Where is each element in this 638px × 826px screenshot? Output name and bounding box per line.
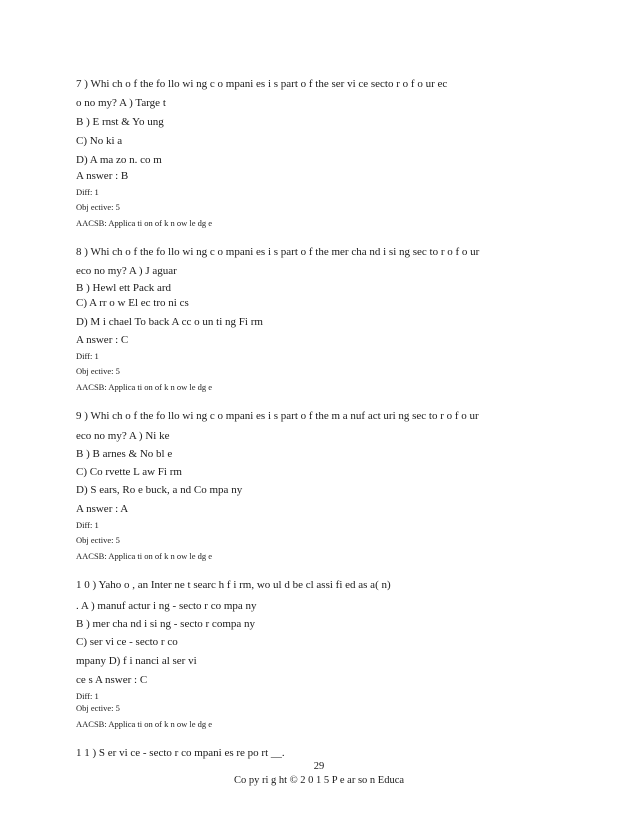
copyright-footer: Co py ri g ht © 2 0 1 5 P e ar so n Educa: [233, 775, 405, 786]
question-9-line-1: 9 ) Whi ch o f the fo llo wi ng c o mpani es i s part o f the m a nuf act uri ng sec to r o f o ur: [76, 410, 479, 422]
question-9-objective: Obj ective: 5: [76, 535, 120, 545]
question-10-aacsb: AACSB: Applica ti on of k n ow le dg e: [76, 719, 212, 729]
question-7-option-d: D) A ma zo n. co m: [76, 154, 162, 166]
question-8-option-c: C) A rr o w El ec tro ni cs: [76, 297, 189, 309]
question-8-diff: Diff: 1: [76, 351, 99, 361]
question-9-diff: Diff: 1: [76, 520, 99, 530]
question-10-answer: ce s A nswer : C: [76, 674, 148, 686]
question-7-answer: A nswer : B: [76, 170, 129, 182]
page-number: 29: [313, 761, 325, 772]
question-10-option-d: mpany D) f i nanci al ser vi: [76, 655, 197, 667]
question-9-aacsb: AACSB: Applica ti on of k n ow le dg e: [76, 551, 212, 561]
question-9-option-b: B ) B arnes & No bl e: [76, 448, 173, 460]
question-9-option-c: C) Co rvette L aw Fi rm: [76, 466, 182, 478]
question-8-line-2: eco no my? A ) J aguar: [76, 265, 177, 277]
question-11-line-1: 1 1 ) S er vi ce - secto r co mpani es re po rt __.: [76, 747, 285, 759]
question-10-objective: Obj ective: 5: [76, 703, 120, 713]
question-9-line-2: eco no my? A ) Ni ke: [76, 430, 170, 442]
question-9-option-d: D) S ears, Ro e buck, a nd Co mpa ny: [76, 484, 243, 496]
question-7-objective: Obj ective: 5: [76, 202, 120, 212]
question-7-option-c: C) No ki a: [76, 135, 123, 147]
question-9-answer: A nswer : A: [76, 503, 129, 515]
question-8-aacsb: AACSB: Applica ti on of k n ow le dg e: [76, 382, 212, 392]
question-10-option-b: B ) mer cha nd i si ng - secto r compa ny: [76, 618, 256, 630]
question-10-line-1: 1 0 ) Yaho o , an Inter ne t searc h f i rm, wo ul d be cl assi fi ed as a( n): [76, 579, 391, 591]
question-7-line-2: o no my? A ) Targe t: [76, 97, 166, 109]
question-8-answer: A nswer : C: [76, 334, 129, 346]
question-8-option-b: B ) Hewl ett Pack ard: [76, 282, 171, 294]
question-10-diff: Diff: 1: [76, 691, 99, 701]
question-7-line-1: 7 ) Whi ch o f the fo llo wi ng c o mpani es i s part o f the ser vi ce secto r o f o ur ec: [76, 78, 448, 90]
question-10-option-c: C) ser vi ce - secto r co: [76, 636, 178, 648]
question-8-line-1: 8 ) Whi ch o f the fo llo wi ng c o mpani es i s part o f the mer cha nd i si ng sec to r o f o ur: [76, 246, 480, 258]
question-8-option-d: D) M i chael To back A cc o un ti ng Fi rm: [76, 316, 263, 328]
question-8-objective: Obj ective: 5: [76, 366, 120, 376]
question-10-option-a: . A ) manuf actur i ng - secto r co mpa ny: [76, 600, 257, 612]
question-7-option-b: B ) E rnst & Yo ung: [76, 116, 164, 128]
question-7-diff: Diff: 1: [76, 187, 99, 197]
question-7-aacsb: AACSB: Applica ti on of k n ow le dg e: [76, 218, 212, 228]
